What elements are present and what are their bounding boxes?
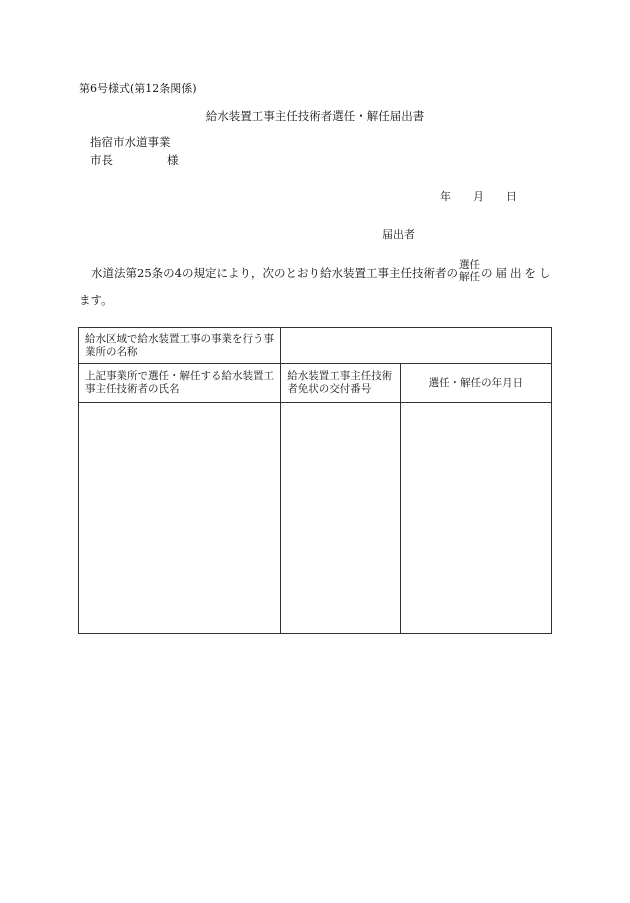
- body-suffix: の届出をし: [480, 266, 554, 280]
- appointment-date-cell[interactable]: [400, 403, 551, 634]
- document-title: 給水装置工事主任技術者選任・解任届出書: [205, 109, 425, 123]
- date-day-label: 日: [506, 190, 517, 203]
- technician-name-cell[interactable]: [79, 403, 281, 634]
- office-name-label: 給水区域で給水装置工事の事業を行う事業所の名称: [79, 328, 281, 364]
- header-row: [79, 364, 552, 403]
- office-name-row: [79, 328, 552, 364]
- license-number-cell[interactable]: [281, 403, 401, 634]
- body-prefix: 水道法第25条の4の規定により，次のとおり給水装置工事主任技術者の: [91, 266, 458, 280]
- addressee-organization: 指宿市水道事業: [90, 135, 171, 149]
- addressee-mayor: [90, 152, 179, 168]
- form-number: 第6号様式(第12条関係): [79, 82, 197, 95]
- table-row: [79, 403, 552, 634]
- option-appoint: 選任: [458, 259, 480, 271]
- body-line-1: [79, 259, 554, 286]
- appointment-date-header: 選任・解任の年月日: [400, 364, 551, 403]
- option-dismiss: 解任: [458, 271, 480, 283]
- technician-name-header: 上記事業所で選任・解任する給水装置工事主任技術者の氏名: [79, 364, 281, 403]
- honorific-label: 様: [167, 153, 179, 167]
- office-name-value[interactable]: [281, 328, 552, 364]
- notifier-label: 届出者: [382, 228, 415, 241]
- mayor-label: 市長: [90, 153, 113, 167]
- body-line-2: ます。: [79, 293, 113, 307]
- date-line: [440, 188, 517, 204]
- license-number-header: 給水装置工事主任技術者免状の交付番号: [281, 364, 401, 403]
- date-year-label: 年: [440, 190, 451, 203]
- notification-table: [78, 327, 552, 634]
- date-month-label: 月: [473, 190, 484, 203]
- appointment-option-stack: [459, 259, 480, 283]
- body-text: [79, 259, 554, 309]
